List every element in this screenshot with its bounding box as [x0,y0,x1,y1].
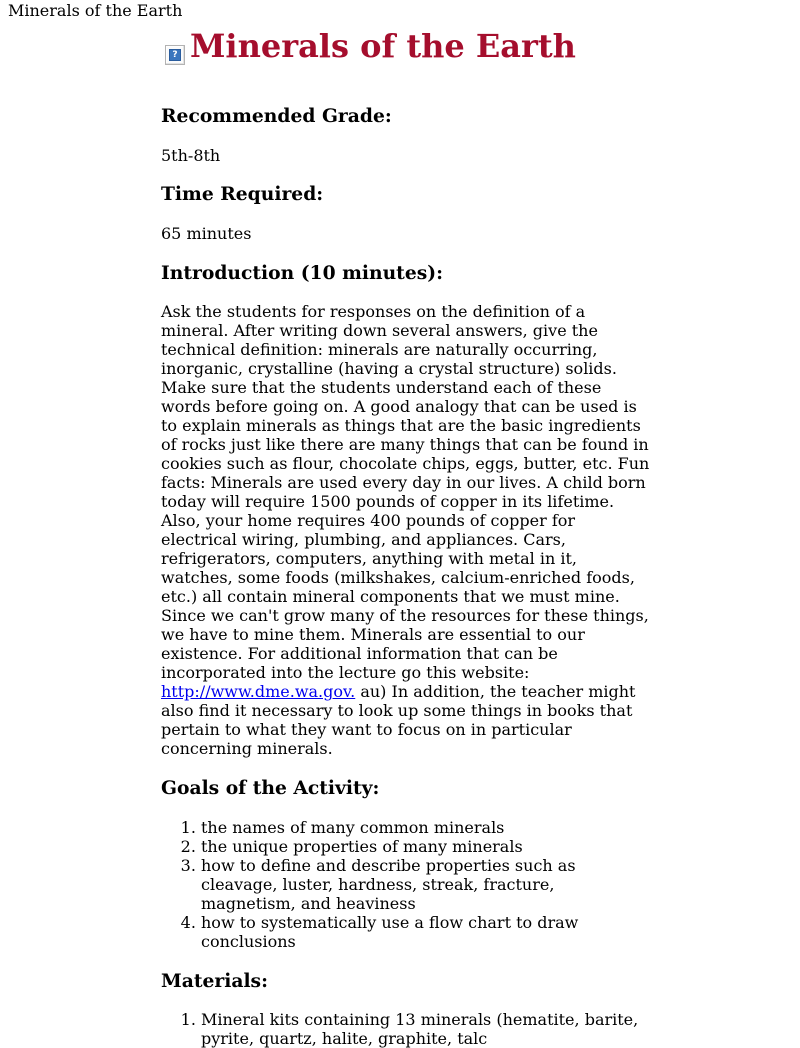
page-title-text: Minerals of the Earth [190,27,576,65]
question-mark-glyph: ? [169,49,181,61]
dme-website-link[interactable]: http://www.dme.wa.gov. [161,682,356,702]
heading-time-required: Time Required: [161,183,324,206]
introduction-text-after-link: au) In addition, the teacher might also find it necessary to look up some things in books that pertain to what they want to focus on in particular concerning minerals. [161,682,636,759]
introduction-text-before-link: Ask the students for responses on the definition of a mineral. After writing down several answers, give the technical definition: minerals are naturally occurring, inorganic, crystalline (having a crystal structure) solids. Make sure that the students understand each of these words before going on. A good analogy that can be used is to explain minerals as things that are the basic ingredients of rocks just like there are many things that can be found in cookies such as flour, chocolate chips, eggs, butter, etc. Fun facts: Minerals are used every day in our lives. A child born today will require 1500 pounds of copper in its lifetime. Also, your home requires 400 pounds of copper for electrical wiring, plumbing, and appliances. Cars, refrigerators, computers, anything with metal in it, watches, some foods (milkshakes, calcium-enriched foods, etc.) all contain mineral components that we must mine. Since we can't grow many of the resources for these things, we have to mine them. Minerals are essential to our existence. For additional information that can be incorporated into the lecture go this website: [161,302,650,683]
goals-list [161,818,653,951]
material-item: 1. Mineral kits containing 13 minerals (hematite, barite, pyrite, quartz, halite, graphite, talc [201,1010,653,1048]
window-title: Minerals of the Earth [8,1,183,20]
heading-introduction: Introduction (10 minutes): [161,261,444,284]
recommended-grade-value: 5th-8th [161,145,221,165]
goal-item: 4. how to systematically use a flow chart to draw conclusions [201,913,653,951]
introduction-paragraph [161,302,653,758]
goal-item: 2. the unique properties of many minerals [201,837,653,856]
page-title [161,27,653,65]
page-content [161,27,653,1048]
heading-goals: Goals of the Activity: [161,777,380,800]
heading-materials: Materials: [161,969,268,992]
time-required-value: 65 minutes [161,224,252,244]
heading-recommended-grade: Recommended Grade: [161,105,392,127]
goal-item: 1. the names of many common minerals [201,818,653,837]
broken-image-icon [165,45,185,65]
materials-list [161,1010,653,1048]
goal-item: 3. how to define and describe properties such as cleavage, luster, hardness, streak, fracture, magnetism, and heaviness [201,856,653,913]
